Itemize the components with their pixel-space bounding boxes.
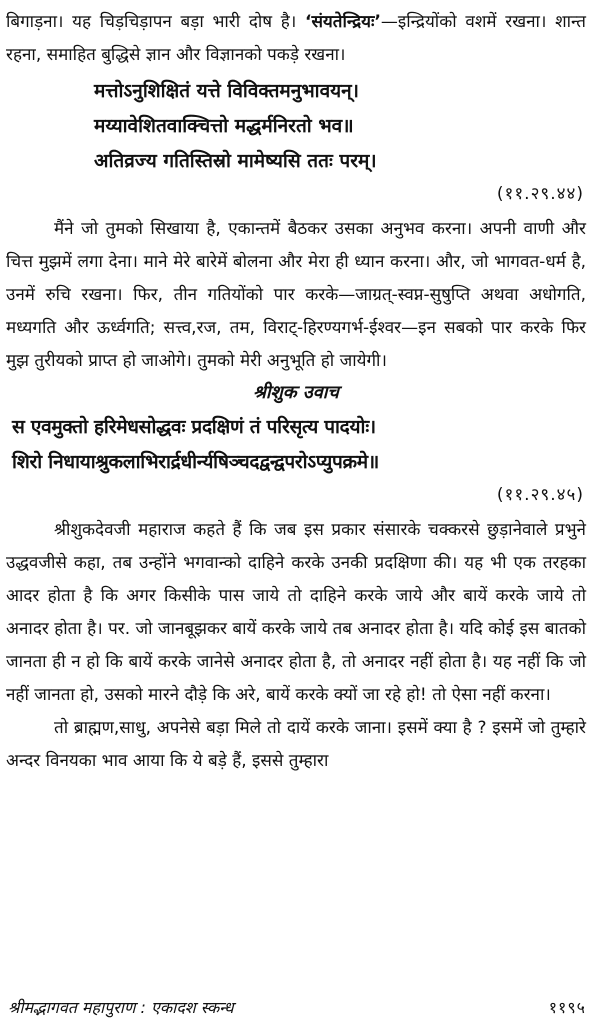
verse-45-line-1: स एवमुक्तो हरिमेधसोद्धवः प्रदक्षिणं तं परिसृत्य पादयोः। xyxy=(12,416,376,438)
verse-44-reference: (११.२९.४४) xyxy=(496,184,584,204)
page-number: ११९५ xyxy=(548,998,586,1017)
speaker-heading: श्रीशुक उवाच xyxy=(253,382,339,403)
verse-44-line-2: मय्यावेशितवाक्चित्तो मद्धर्मनिरतो भव॥ xyxy=(94,115,354,137)
commentary-paragraph-3: तो ब्राह्मण,साधु, अपनेसे बड़ा मिले तो दायें करके जाना। इसमें क्या है ? इसमें जो तुम्हारे अन्दर विनयका भाव आया कि ये बड़े हैं, इससे तुम्हारा xyxy=(6,718,586,771)
intro-paragraph xyxy=(6,6,586,72)
verse-44-line-1: मत्तोऽनुशिक्षितं यत्ते विविक्तमनुभावयन्। xyxy=(94,80,359,102)
verse-44-line-3: अतिव्रज्य गतिस्तिस्रो मामेष्यसि ततः परम्। xyxy=(94,150,377,172)
commentary-paragraph-2: श्रीशुकदेवजी महाराज कहते हैं कि जब इस प्रकार संसारके चक्करसे छुड़ानेवाले प्रभुने उद्धवजीसे कहा, तब उन्होंने भगवान्को दाहिने करके उनकी प्रदक्षिणा की। यह भी एक तरहका आदर होता है कि अगर किसीके पास जाये तो दाहिने करके जाये और बायें करके जाये तो अनादर होता है। पर. जो जानबूझकर बायें करके जाये तब अनादर होता है। यदि कोई इस बातको जानता ही न हो कि बायें करके जानेसे अनादर होता है, तो अनादर नहीं होता है। यह नहीं कि जो नहीं जानता हो, उसको मारने दौड़े कि अरे, बायें करके क्यों जा रहे हो! तो ऐसा नहीं करना। xyxy=(6,520,586,705)
verse-45 xyxy=(6,410,586,510)
intro-text-b: —इन्द्रियोंको वशमें रखना। शान्त रहना, समाहित बुद्धिसे ज्ञान और विज्ञानको पकड़े रखना। xyxy=(6,12,586,65)
verse-45-reference: (११.२९.४५) xyxy=(496,485,584,505)
verse-44 xyxy=(6,74,586,209)
intro-text-a: बिगाड़ना। यह चिड़चिड़ापन बड़ा भारी दोष है। xyxy=(6,12,297,32)
verse-45-line-2: शिरो निधायाश्रुकलाभिरार्द्रधीर्न्यषिञ्चदद्वन्द्वपरोऽप्युपक्रमे॥ xyxy=(12,451,379,473)
commentary-paragraph-1: मैंने जो तुमको सिखाया है, एकान्तमें बैठकर उसका अनुभव करना। अपनी वाणी और चित्त मुझमें लगा देना। माने मेरे बारेमें बोलना और मेरा ही ध्यान करना। और, जो भागवत-धर्म है, उनमें रुचि रखना। फिर, तीन गतियोंको पार करके—जाग्रत्-स्वप्न-सुषुप्ति अथवा अधोगति, मध्यगति और ऊर्ध्वगति; सत्त्व,रज, तम, विराट्-हिरण्यगर्भ-ईश्वर—इन सबको पार करके फिर मुझ तुरीयको प्राप्त हो जाओगे। तुमको मेरी अनुभूति हो जायेगी। xyxy=(6,219,586,371)
intro-term: ‘संयतेन्द्रियः’ xyxy=(304,12,381,32)
footer-book-title: श्रीमद्भागवत महापुराण : एकादश स्कन्ध xyxy=(8,998,234,1017)
page-footer xyxy=(8,992,586,1022)
